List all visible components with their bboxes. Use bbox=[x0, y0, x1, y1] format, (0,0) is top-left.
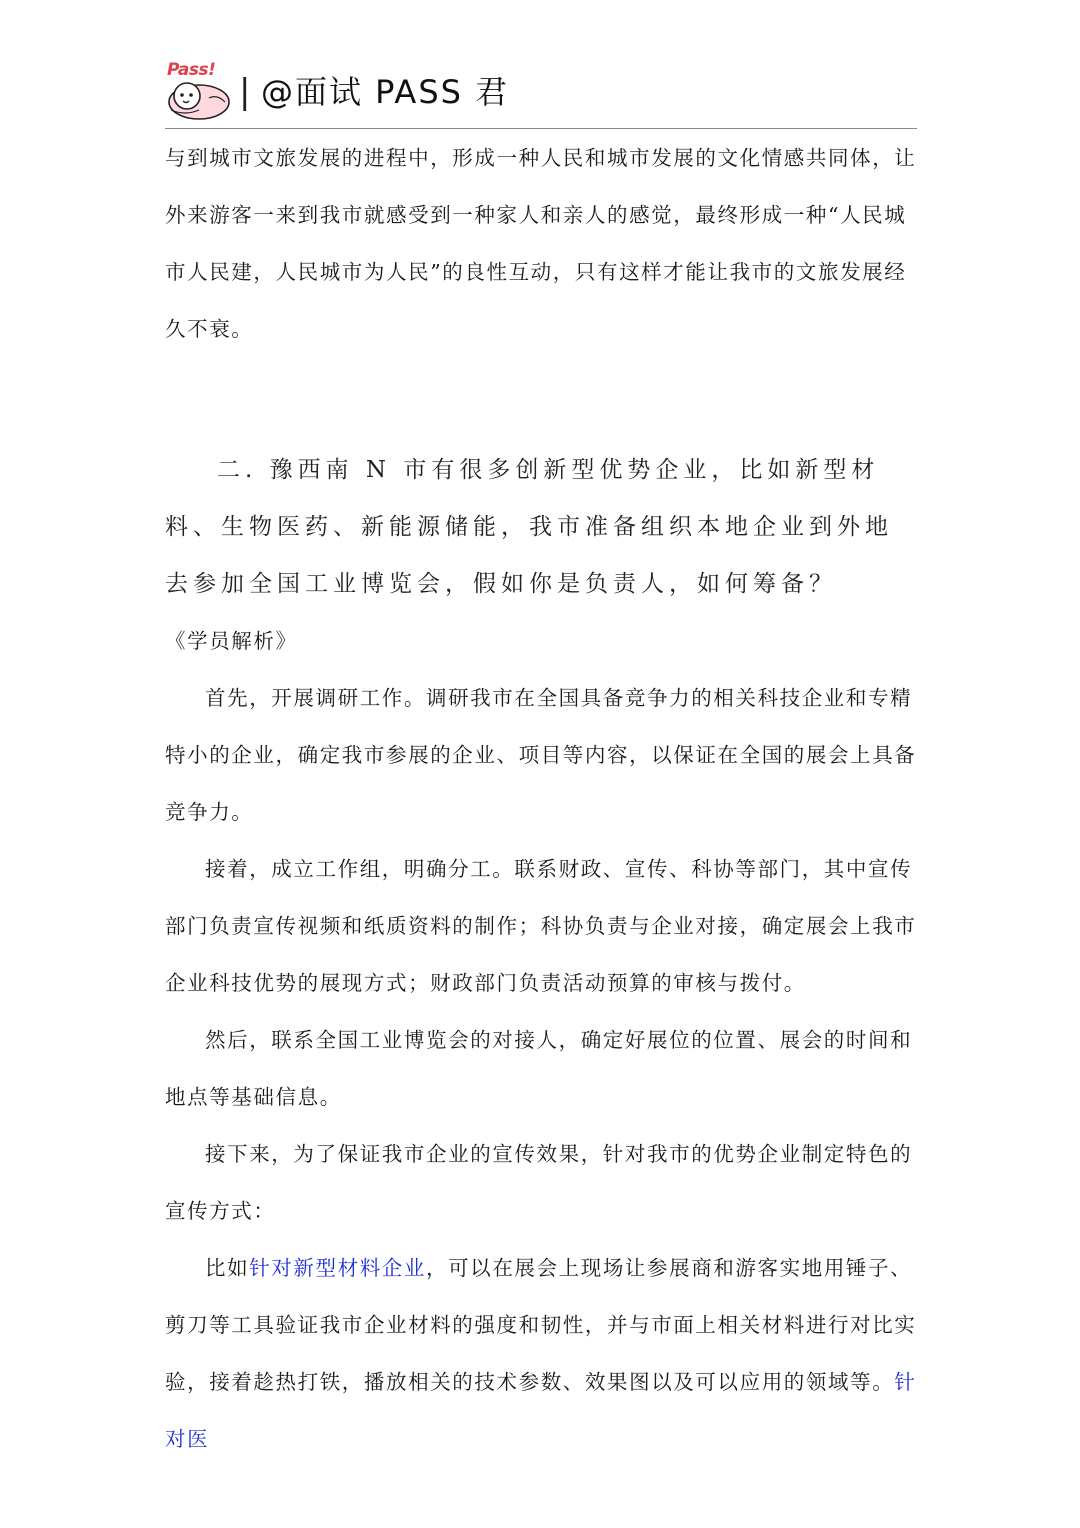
answer-paragraph-1: 首先，开展调研工作。调研我市在全国具备竞争力的相关科技企业和专精特小的企业，确定我市参展的企业、项目等内容，以保证在全国的展会上具备竞争力。 bbox=[165, 686, 917, 824]
answer-5-lead: 比如 bbox=[205, 1256, 250, 1280]
page-header bbox=[165, 58, 917, 130]
question-heading: 二. 豫西南 N 市有很多创新型优势企业，比如新型材料、生物医药、新能源储能，我市准备组织本地企业到外地去参加全国工业博览会，假如你是负责人，如何筹备？ bbox=[165, 457, 893, 597]
answer-paragraph-3: 然后，联系全国工业博览会的对接人，确定好展位的位置、展会的时间和地点等基础信息。 bbox=[165, 1028, 913, 1109]
highlight-medicine: 针对医 bbox=[165, 1370, 917, 1451]
logo-text: Pass! bbox=[167, 60, 216, 80]
answer-paragraph-4: 接下来，为了保证我市企业的宣传效果，针对我市的优势企业制定特色的宣传方式： bbox=[165, 1142, 913, 1223]
header-divider bbox=[165, 128, 917, 129]
header-separator: | bbox=[239, 72, 251, 112]
brand-title: @面试 PASS 君 bbox=[261, 73, 510, 111]
document-body bbox=[165, 130, 917, 1468]
mascot-logo bbox=[165, 58, 231, 120]
paragraph-continued: 与到城市文旅发展的进程中，形成一种人民和城市发展的文化情感共同体，让外来游客一来到我市就感受到一种家人和亲人的感觉，最终形成一种“人民城市人民建，人民城市为人民”的良性互动，只有这样才能让我市的文旅发展经久不衰。 bbox=[165, 146, 917, 341]
section-title: 《学员解析》 bbox=[165, 629, 298, 653]
answer-5-body: ，可以在展会上现场让参展商和游客实地用锤子、剪刀等工具验证我市企业材料的强度和韧性，并与市面上相关材料进行对比实验，接着趁热打铁，播放相关的技术参数、效果图以及可以应用的领域等。 bbox=[165, 1256, 917, 1394]
answer-paragraph-2: 接着，成立工作组，明确分工。联系财政、宣传、科协等部门，其中宣传部门负责宣传视频和纸质资料的制作；科协负责与企业对接，确定展会上我市企业科技优势的展现方式；财政部门负责活动预算的审核与拨付。 bbox=[165, 857, 917, 995]
highlight-new-materials: 针对新型材料企业 bbox=[249, 1256, 427, 1280]
answer-paragraph-5 bbox=[165, 1240, 917, 1468]
